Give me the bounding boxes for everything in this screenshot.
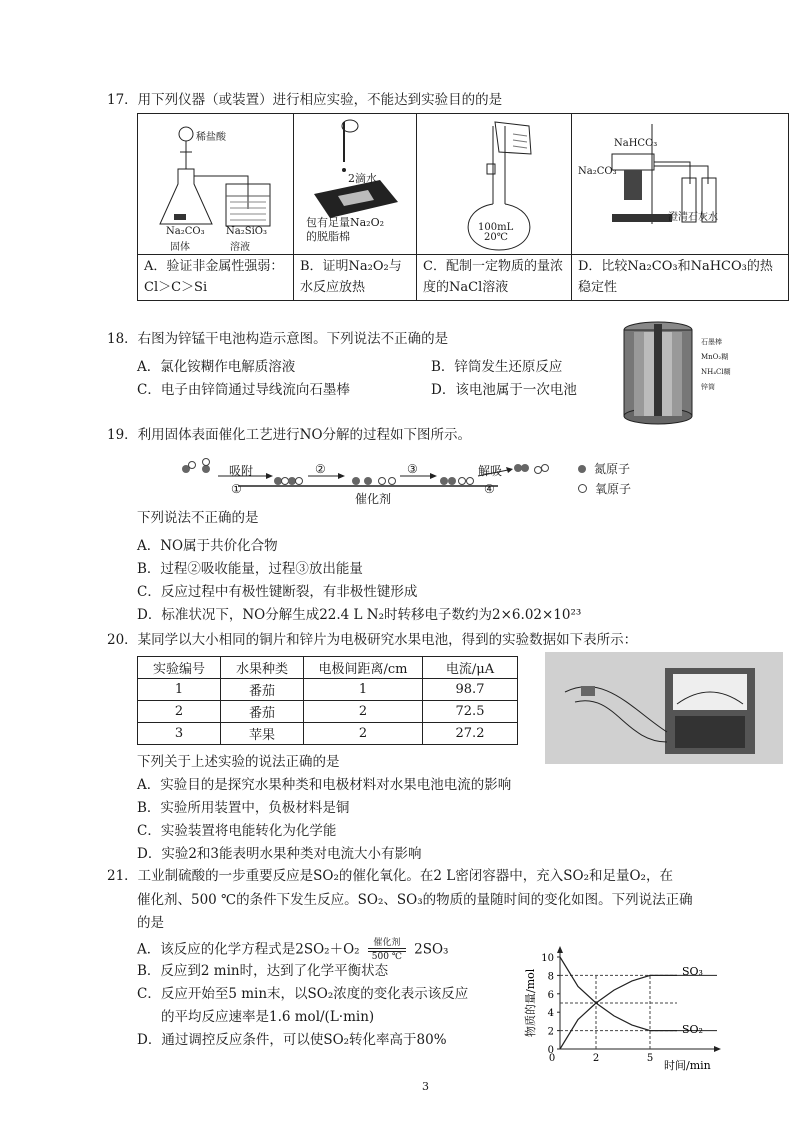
- q20-option-a: A．实验目的是探究水果种类和电极材料对水果电池电流的影响: [137, 777, 512, 793]
- q19-catalyst-label: 催化剂: [355, 492, 392, 506]
- q20-subquestion: 下列关于上述实验的说法正确的是: [137, 754, 340, 770]
- q19-option-b: B．过程②吸收能量，过程③放出能量: [137, 561, 363, 577]
- q17-option-c: C．配制一定物质的量浓度的NaCl溶液: [423, 259, 563, 295]
- table-cell: 2: [304, 701, 423, 723]
- q18-label-graphite: 石墨棒: [701, 338, 722, 346]
- table-header-row: [138, 657, 518, 679]
- table-cell: 番茄: [221, 679, 304, 701]
- chart-x-axis-arrow: [714, 1046, 721, 1052]
- q17-table: [137, 113, 789, 301]
- chart-y-axis-label: 物质的量/mol: [524, 968, 537, 1037]
- q21-option-a-lhs: A．该反应的化学方程式是2SO₂＋O₂: [137, 941, 360, 958]
- chart-series-label-so2: SO₂: [682, 1023, 703, 1036]
- q19-step4-number: ④: [484, 482, 495, 496]
- chart-y-tick-label: 2: [547, 1026, 554, 1038]
- q18-option-d: D．该电池属于一次电池: [431, 382, 577, 398]
- q20-option-d: D．实验2和3能表明水果种类对电流大小有影响: [137, 846, 422, 862]
- table-cell: 1: [304, 679, 423, 701]
- chart-y-tick-label: 4: [547, 1008, 554, 1020]
- q17b-label-drop: 2滴水: [348, 172, 377, 185]
- chart-y-tick-label: 0: [547, 1045, 554, 1056]
- chart-y-tick-label: 8: [547, 971, 554, 983]
- chart-y-axis-arrow: [557, 946, 563, 953]
- q19-legend-oxygen: [578, 480, 631, 497]
- q19-step2-number: ②: [315, 462, 326, 476]
- q21-option-c-line1: C．反应开始至5 min末，以SO₂浓度的变化表示该反应: [137, 986, 469, 1002]
- table-cell: 2: [304, 723, 423, 745]
- q17d-label-bottom: 澄清石灰水: [668, 212, 718, 223]
- q18-option-c: C．电子由锌筒通过导线流向石墨棒: [137, 382, 350, 398]
- q20-option-c: C．实验装置将电能转化为化学能: [137, 823, 337, 839]
- q21-arrow-condition-top: 催化剂: [373, 938, 401, 948]
- q17-option-d: D．比较Na₂CO₃和NaHCO₃的热稳定性: [578, 259, 773, 295]
- q18-label-zinc: 锌筒: [701, 383, 715, 391]
- q17d-label-left: Na₂CO₃: [578, 166, 617, 177]
- table-header: 电极间距离/cm: [304, 657, 423, 679]
- q17a-label-right2: 溶液: [230, 242, 250, 253]
- q19-legend-nitrogen-label: 氮原子: [594, 462, 631, 476]
- q17-apparatus-d: [572, 114, 788, 254]
- q19-step3-number: ③: [407, 462, 418, 476]
- q17c-label-volume: 100mL: [478, 222, 514, 233]
- q21-arrow-condition-bottom: 500 ℃: [371, 952, 402, 962]
- table-cell: 72.5: [423, 701, 518, 723]
- q21-chart: [520, 945, 780, 1075]
- q19-option-c: C．反应过程中有极性键断裂，有非极性键形成: [137, 584, 418, 600]
- table-header: 实验编号: [138, 657, 221, 679]
- table-cell: 2: [138, 701, 221, 723]
- table-cell: 苹果: [221, 723, 304, 745]
- chart-x-axis-label: 时间/min: [664, 1059, 711, 1072]
- table-row: [138, 679, 518, 701]
- q21-reaction-arrow: [368, 938, 406, 962]
- q20-data-table: [137, 656, 518, 745]
- chart-series-label-so3: SO₃: [682, 965, 703, 978]
- chart-x-tick-label: 5: [646, 1053, 654, 1064]
- table-cell: 1: [138, 679, 221, 701]
- q17a-label-top: 稀盐酸: [196, 132, 226, 143]
- q17-option-b: B．证明Na₂O₂与水反应放热: [300, 259, 402, 295]
- q18-option-b: B．锌筒发生还原反应: [431, 359, 563, 375]
- table-cell: 3: [138, 723, 221, 745]
- table-cell: 番茄: [221, 701, 304, 723]
- q19-step1-label: 吸附: [229, 464, 254, 478]
- table-row: [138, 723, 518, 745]
- q17b-label-cotton1: 包有足量Na₂O₂: [306, 216, 385, 229]
- q19-legend-oxygen-label: 氧原子: [595, 482, 632, 496]
- q17-option-a: A．验证非金属性强弱：Cl＞C＞Si: [144, 259, 284, 295]
- q18-dry-cell-figure: [620, 320, 700, 425]
- q20-option-b: B．实验所用装置中，负极材料是铜: [137, 800, 350, 816]
- q17d-label-top: NaHCO₃: [614, 138, 658, 149]
- q17a-label-left2: 固体: [170, 242, 190, 253]
- q17c-label-temp: 20℃: [484, 232, 508, 243]
- table-header: 水果种类: [221, 657, 304, 679]
- chart-x-tick-label: 0: [548, 1053, 556, 1064]
- q21-option-d: D．通过调控反应条件，可以使SO₂转化率高于80%: [137, 1032, 447, 1048]
- q21-option-a: [137, 938, 448, 962]
- page-number: 3: [422, 1080, 429, 1093]
- q19-option-a: A．NO属于共价化合物: [137, 538, 278, 554]
- table-cell: 27.2: [423, 723, 518, 745]
- chart-x-tick-label: 2: [592, 1053, 600, 1064]
- q21-option-b: B．反应到2 min时，达到了化学平衡状态: [137, 963, 389, 979]
- q21-stem-line1: 21．工业制硫酸的一步重要反应是SO₂的催化氧化。在2 L密闭容器中，充入SO₂和足量O₂，在: [107, 868, 673, 884]
- q19-step4-label: 解吸: [478, 464, 503, 478]
- q19-subquestion: 下列说法不正确的是: [137, 510, 259, 526]
- q17a-label-left1: Na₂CO₃: [166, 226, 205, 237]
- q21-option-a-rhs: 2SO₃: [414, 941, 449, 958]
- q18-label-mno2: MnO₂糊: [701, 353, 729, 361]
- q20-experiment-photo: [545, 652, 783, 764]
- q19-step1-number: ①: [231, 482, 242, 496]
- q17b-label-cotton2: 的脱脂棉: [306, 230, 350, 243]
- q21-stem-line2: 催化剂、500 ℃的条件下发生反应。SO₂、SO₃的物质的量随时间的变化如图。下列说法正确: [137, 892, 693, 908]
- q18-option-a: A．氯化铵糊作电解质溶液: [137, 359, 296, 375]
- table-cell: 98.7: [423, 679, 518, 701]
- q21-stem-line3: 的是: [137, 915, 164, 931]
- chart-y-tick-label: 10: [541, 953, 554, 964]
- q18-label-nh4cl: NH₄Cl糊: [701, 368, 731, 376]
- q18-stem: 18．右图为锌锰干电池构造示意图。下列说法不正确的是: [107, 331, 449, 347]
- chart-y-tick-label: 6: [547, 989, 554, 1001]
- q19-legend-nitrogen: [578, 460, 630, 477]
- table-row: [138, 701, 518, 723]
- q19-stem: 19．利用固体表面催化工艺进行NO分解的过程如下图所示。: [107, 427, 472, 443]
- q21-option-c-line2: 的平均反应速率是1.6 mol/(L·min): [161, 1009, 375, 1025]
- q17-stem: 17．用下列仪器（或装置）进行相应实验，不能达到实验目的的是: [107, 92, 503, 108]
- table-header: 电流/μA: [423, 657, 518, 679]
- q17a-label-right1: Na₂SiO₃: [226, 226, 267, 237]
- q19-option-d: D．标准状况下，NO分解生成22.4 L N₂时转移电子数约为2×6.02×10²³: [137, 607, 582, 623]
- q20-stem: 20．某同学以大小相同的铜片和锌片为电极研究水果电池，得到的实验数据如下表所示：: [107, 632, 638, 648]
